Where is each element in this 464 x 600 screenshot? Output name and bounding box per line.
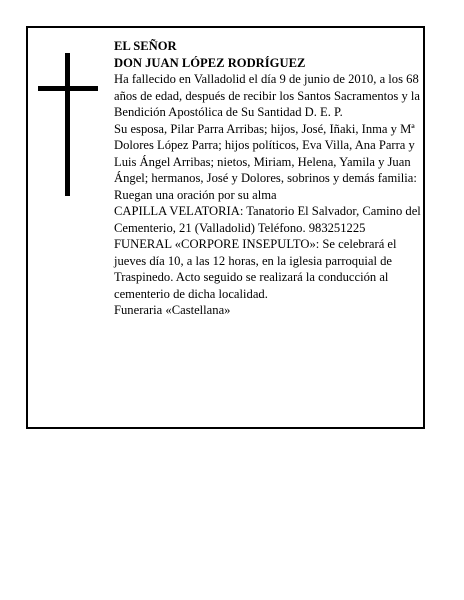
- death-info: Ha fallecido en Valladolid el día 9 de junio de 2010, a los 68 años de edad, después de recibir los Santos Sacramentos y la Bendición Apostólica de Su Santidad D. E. P.: [114, 72, 421, 119]
- obituary-text: [114, 38, 422, 319]
- prayer-request: Ruegan una oración por su alma: [114, 187, 277, 202]
- funeral-home: Funeraria «Castellana»: [114, 303, 231, 317]
- funeral-info: FUNERAL «CORPORE INSEPULTO»: Se celebrará el jueves día 10, a las 12 horas, en la iglesia parroquial de Traspinedo. Acto seguido se realizará la conducción al cementerio de dicha localidad.: [114, 237, 397, 301]
- cross-vertical-bar: [65, 53, 70, 196]
- chapel-info: CAPILLA VELATORIA: Tanatorio El Salvador, Camino del Cementerio, 21 (Valladolid) Teléfono. 983251225: [114, 204, 421, 235]
- notice-heading: EL SEÑOR: [114, 39, 177, 53]
- family-list: Su esposa, Pilar Parra Arribas; hijos, José, Iñaki, Inma y Mª Dolores López Parra; hijos políticos, Eva Villa, Ana Parra y Luis Ángel Arribas; nietos, Miriam, Helena, Yamila y Juan Ángel; hermanos, José y Dolores, sobrinos y demás familia:: [114, 121, 417, 185]
- cross-horizontal-bar: [38, 86, 98, 91]
- deceased-name: DON JUAN LÓPEZ RODRÍGUEZ: [114, 55, 306, 70]
- latin-cross-icon: [38, 53, 98, 196]
